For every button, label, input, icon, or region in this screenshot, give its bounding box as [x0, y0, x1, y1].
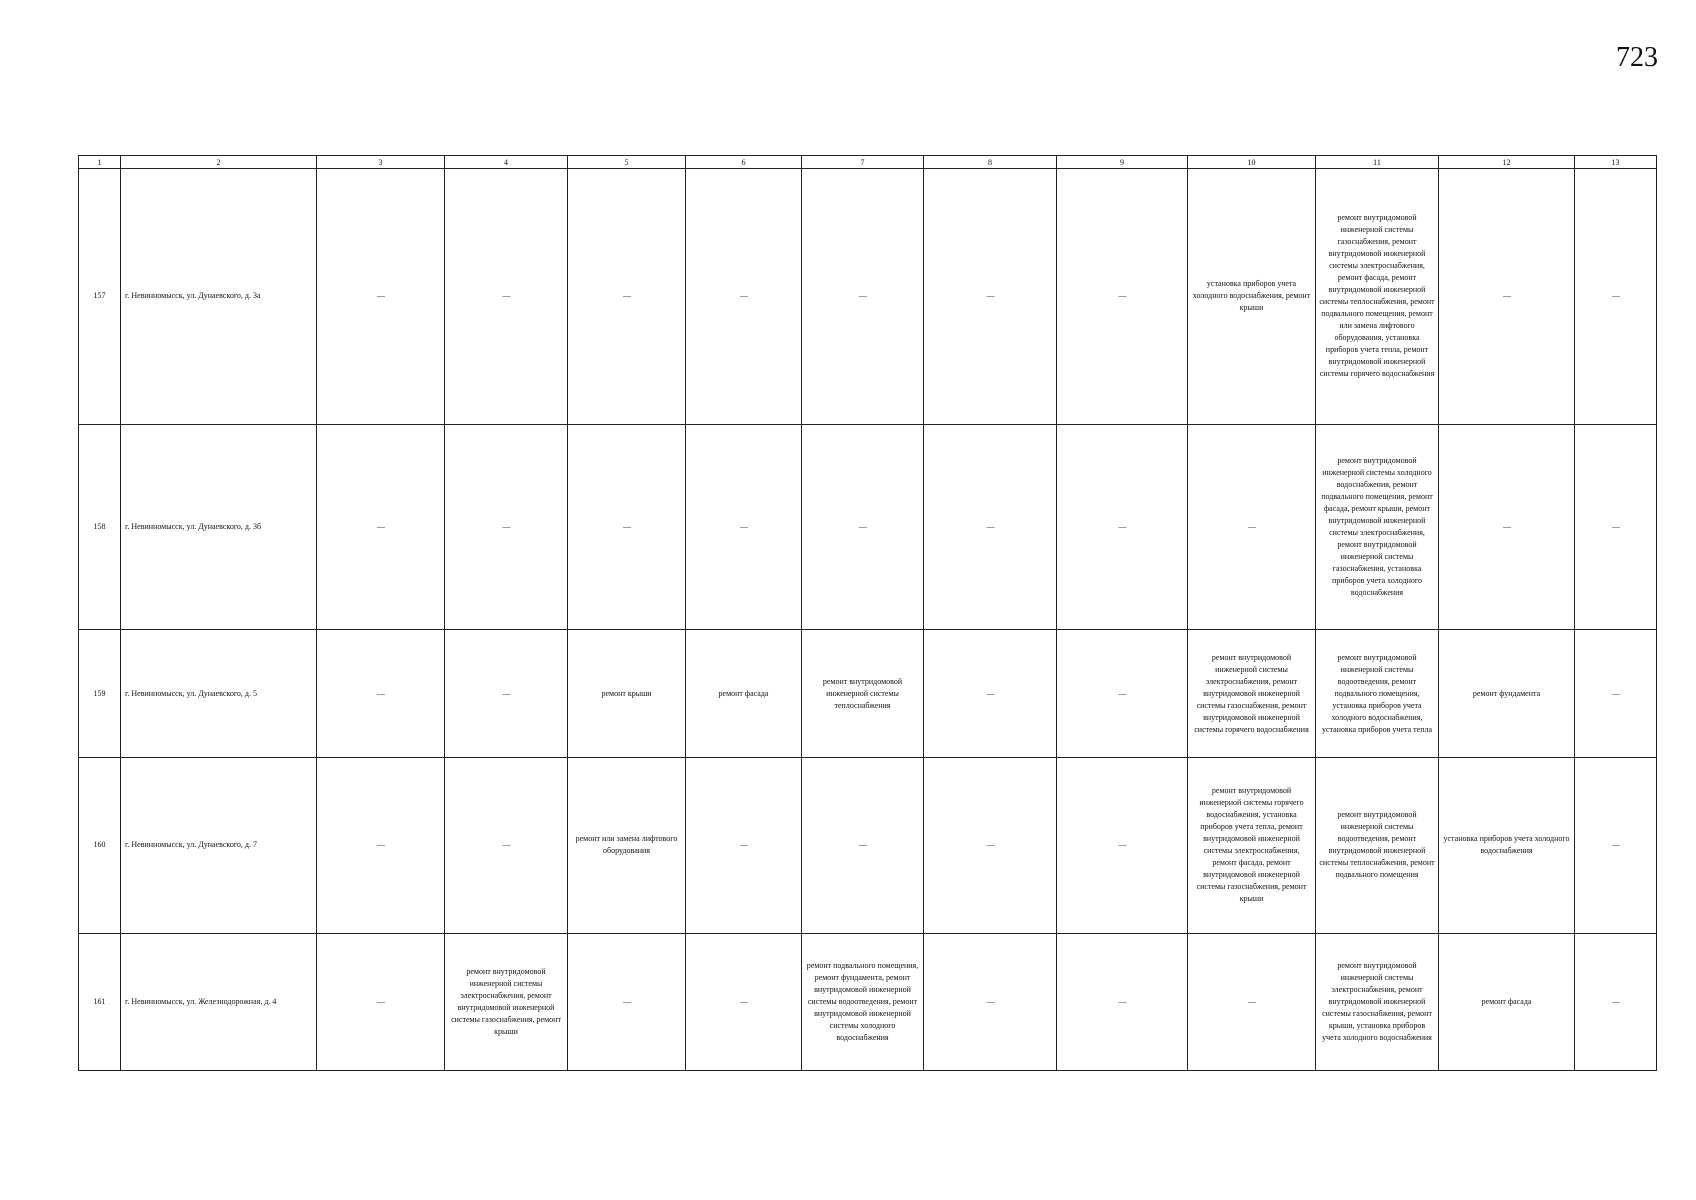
column-number: 3 — [317, 156, 445, 169]
cell-col-10: — — [1188, 933, 1316, 1070]
cell-col-5: ремонт крыши — [568, 630, 686, 758]
address-cell: г. Невинномысск, ул. Дунаевского, д. 5 — [121, 630, 317, 758]
cell-col-3: — — [317, 169, 445, 425]
cell-col-3: — — [317, 630, 445, 758]
column-number: 11 — [1316, 156, 1439, 169]
repair-program-table — [78, 155, 1657, 1071]
table-row — [79, 424, 1657, 629]
cell-col-11: ремонт внутридомовой инженерной системы водоотведения, ремонт внутридомовой инженерной системы теплоснабжения, ремонт подвального помещения — [1316, 758, 1439, 933]
cell-col-8: — — [924, 424, 1057, 629]
cell-col-9: — — [1057, 933, 1188, 1070]
cell-col-13: — — [1575, 424, 1657, 629]
column-number: 5 — [568, 156, 686, 169]
cell-col-12: установка приборов учета холодного водоснабжения — [1439, 758, 1575, 933]
cell-col-10: установка приборов учета холодного водоснабжения, ремонт крыши — [1188, 169, 1316, 425]
cell-col-13: — — [1575, 933, 1657, 1070]
cell-col-8: — — [924, 758, 1057, 933]
cell-col-10: — — [1188, 424, 1316, 629]
cell-col-12: ремонт фасада — [1439, 933, 1575, 1070]
cell-col-7: ремонт подвального помещения, ремонт фундамента, ремонт внутридомовой инженерной системы водоотведения, ремонт внутридомовой инженерной системы холодного водоснабжения — [802, 933, 924, 1070]
column-number: 8 — [924, 156, 1057, 169]
address-cell: г. Невинномысск, ул. Железнодорожная, д. 4 — [121, 933, 317, 1070]
cell-col-8: — — [924, 933, 1057, 1070]
cell-col-12: — — [1439, 424, 1575, 629]
cell-col-4: ремонт внутридомовой инженерной системы электроснабжения, ремонт внутридомовой инженерной системы газоснабжения, ремонт крыши — [445, 933, 568, 1070]
cell-col-9: — — [1057, 169, 1188, 425]
row-number: 160 — [79, 758, 121, 933]
column-number: 2 — [121, 156, 317, 169]
cell-col-8: — — [924, 169, 1057, 425]
cell-col-5: — — [568, 169, 686, 425]
column-number: 10 — [1188, 156, 1316, 169]
cell-col-13: — — [1575, 758, 1657, 933]
table-row — [79, 169, 1657, 425]
cell-col-3: — — [317, 424, 445, 629]
cell-col-7: ремонт внутридомовой инженерной системы теплоснабжения — [802, 630, 924, 758]
column-number: 1 — [79, 156, 121, 169]
cell-col-6: — — [686, 758, 802, 933]
table-row — [79, 933, 1657, 1070]
cell-col-10: ремонт внутридомовой инженерной системы электроснабжения, ремонт внутридомовой инженерной системы газоснабжения, ремонт внутридомовой инженерной системы горячего водоснабжения — [1188, 630, 1316, 758]
cell-col-7: — — [802, 169, 924, 425]
cell-col-8: — — [924, 630, 1057, 758]
column-number: 12 — [1439, 156, 1575, 169]
page-number: 723 — [1616, 42, 1658, 73]
cell-col-5: — — [568, 424, 686, 629]
column-number: 4 — [445, 156, 568, 169]
cell-col-12: ремонт фундамента — [1439, 630, 1575, 758]
cell-col-11: ремонт внутридомовой инженерной системы газоснабжения, ремонт внутридомовой инженерной системы электроснабжения, ремонт фасада, ремонт внутридомовой инженерной системы теплоснабжения, ремонт подвального помещения, ремонт или замена лифтового оборудования, установка приборов учета тепла, ремонт внутридомовой инженерной системы горячего водоснабжения — [1316, 169, 1439, 425]
cell-col-3: — — [317, 933, 445, 1070]
cell-col-11: ремонт внутридомовой инженерной системы холодного водоснабжения, ремонт подвального помещения, ремонт фасада, ремонт крыши, ремонт внутридомовой инженерной системы электроснабжения, ремонт внутридомовой инженерной системы газоснабжения, установка приборов учета холодного водоснабжения — [1316, 424, 1439, 629]
address-cell: г. Невинномысск, ул. Дунаевского, д. 7 — [121, 758, 317, 933]
cell-col-9: — — [1057, 758, 1188, 933]
column-number: 9 — [1057, 156, 1188, 169]
row-number: 161 — [79, 933, 121, 1070]
cell-col-4: — — [445, 630, 568, 758]
cell-col-12: — — [1439, 169, 1575, 425]
cell-col-13: — — [1575, 630, 1657, 758]
address-cell: г. Невинномысск, ул. Дунаевского, д. 3а — [121, 169, 317, 425]
row-number: 158 — [79, 424, 121, 629]
cell-col-4: — — [445, 758, 568, 933]
table-row — [79, 758, 1657, 933]
cell-col-13: — — [1575, 169, 1657, 425]
cell-col-9: — — [1057, 424, 1188, 629]
cell-col-6: — — [686, 933, 802, 1070]
column-number: 6 — [686, 156, 802, 169]
cell-col-4: — — [445, 169, 568, 425]
cell-col-3: — — [317, 758, 445, 933]
cell-col-9: — — [1057, 630, 1188, 758]
table-row — [79, 630, 1657, 758]
cell-col-10: ремонт внутридомовой инженерной системы горячего водоснабжения, установка приборов учета тепла, ремонт внутридомовой инженерной системы электроснабжения, ремонт фасада, ремонт внутридомовой инженерной системы газоснабжения, ремонт крыши — [1188, 758, 1316, 933]
cell-col-11: ремонт внутридомовой инженерной системы электроснабжения, ремонт внутридомовой инженерной системы газоснабжения, ремонт крыши, установка приборов учета холодного водоснабжения — [1316, 933, 1439, 1070]
cell-col-6: ремонт фасада — [686, 630, 802, 758]
cell-col-4: — — [445, 424, 568, 629]
cell-col-6: — — [686, 169, 802, 425]
cell-col-7: — — [802, 424, 924, 629]
address-cell: г. Невинномысск, ул. Дунаевского, д. 3б — [121, 424, 317, 629]
column-number: 7 — [802, 156, 924, 169]
cell-col-5: ремонт или замена лифтового оборудования — [568, 758, 686, 933]
column-number: 13 — [1575, 156, 1657, 169]
column-number-row — [79, 156, 1657, 169]
cell-col-11: ремонт внутридомовой инженерной системы водоотведения, ремонт подвального помещения, установка приборов учета холодного водоснабжения, установка приборов учета тепла — [1316, 630, 1439, 758]
cell-col-5: — — [568, 933, 686, 1070]
row-number: 157 — [79, 169, 121, 425]
cell-col-6: — — [686, 424, 802, 629]
cell-col-7: — — [802, 758, 924, 933]
row-number: 159 — [79, 630, 121, 758]
